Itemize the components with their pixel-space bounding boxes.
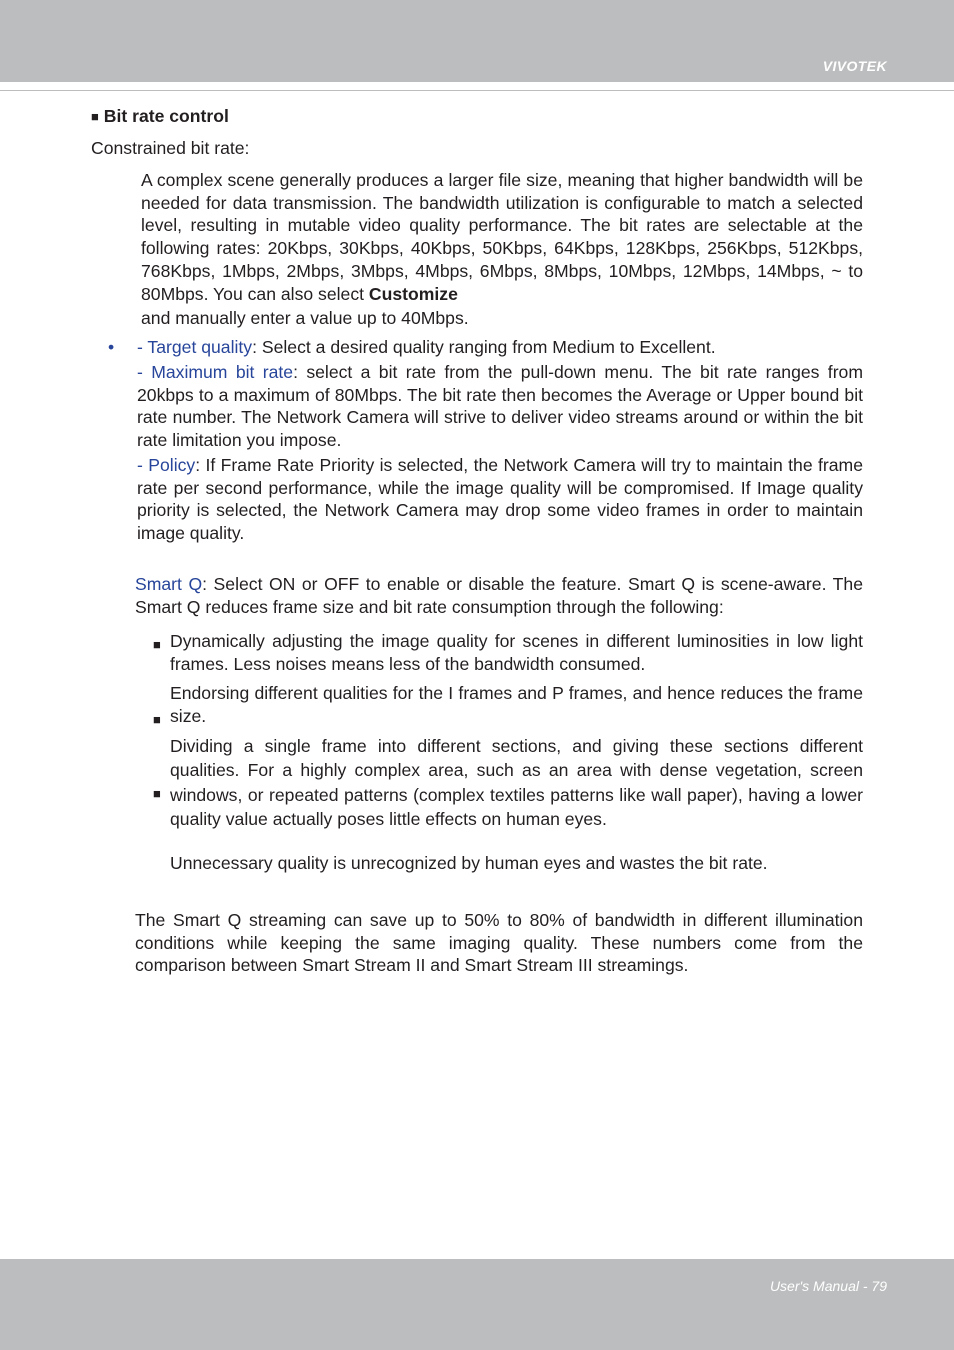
section-heading xyxy=(91,105,491,130)
square-bullet-icon: ■ xyxy=(153,637,161,652)
header-divider xyxy=(0,90,954,91)
maximum-bit-rate-term: - Maximum bit rate xyxy=(137,362,294,382)
policy-text: : If Frame Rate Priority is selected, the Network Camera will try to maintain the frame rate per second performance, while the image quality will be compromised. If Image quality priority is selected, the Network Camera may drop some video frames in order to maintain image quality. xyxy=(137,455,863,544)
maximum-bit-rate-text: : select a bit rate from the pull-down menu. The bit rate ranges from 20kbps to a maximum of 80Mbps. The bit rate then becomes the Average or Upper bound bit rate number. The Network Camera will strive to deliver video streams around or within the bit rate limitation you impose. xyxy=(137,362,863,451)
page-number: User's Manual - 79 xyxy=(769,1278,887,1294)
square-bullet-icon: ■ xyxy=(153,711,161,727)
smart-q-intro xyxy=(135,573,863,618)
smart-q-term: Smart Q xyxy=(135,574,203,594)
constrained-tail: and manually enter a value up to 40Mbps. xyxy=(141,308,469,328)
option-maximum-bit-rate xyxy=(137,361,863,452)
smart-q-text: : Select ON or OFF to enable or disable the feature. Smart Q is scene-aware. The Smart Q reduces frame size and bit rate consumption through the following: xyxy=(135,574,863,617)
constrained-label: Constrained bit rate: xyxy=(91,138,250,158)
smart-q-summary: The Smart Q streaming can save up to 50% to 80% of bandwidth in different illumination conditions while keeping the same imaging quality. These numbers come from the comparison between Smart Stream II and Smart Stream III streamings. xyxy=(135,910,863,976)
smart-q-item: Endorsing different qualities for the I frames and P frames, and hence reduces the frame size. xyxy=(170,683,863,726)
policy-term: - Policy xyxy=(137,455,196,475)
constrained-desc-text: A complex scene generally produces a larger file size, meaning that higher bandwidth will be needed for data transmission. The bandwidth utilization is configurable to match a selected level, resulting in mutable video quality performance. The bit rates are selectable at the following rates: 20Kbps, 30Kbps, 40Kbps, 50Kbps, 64Kbps, 128Kbps, 256Kbps, 512Kbps, 768Kbps, 1Mbps, 2Mbps, 3Mbps, 4Mbps, 6Mbps, 8Mbps, 10Mbps, 12Mbps, 14Mbps, ~ to 80Mbps. You can also select xyxy=(141,170,863,304)
section-title: Bit rate control xyxy=(103,106,229,126)
footer-band xyxy=(0,1259,954,1350)
brand-logo: VIVOTEK xyxy=(822,58,887,74)
smart-q-note: Unnecessary quality is unrecognized by human eyes and wastes the bit rate. xyxy=(170,853,768,873)
smart-q-item: Dynamically adjusting the image quality for scenes in different luminosities in low light frames. Less noises means less of the bandwidth consumed. xyxy=(170,631,863,674)
square-bullet-icon: ■ xyxy=(153,786,161,802)
target-quality-text: : Select a desired quality ranging from Medium to Excellent. xyxy=(252,337,716,357)
target-quality-term: - Target quality xyxy=(137,337,253,357)
header-band xyxy=(0,0,954,82)
bullet-icon: • xyxy=(108,337,115,357)
option-target-quality xyxy=(137,336,863,359)
square-bullet-icon: ■ xyxy=(91,109,99,124)
constrained-description xyxy=(141,169,863,305)
option-policy xyxy=(137,454,863,545)
smart-q-item: Dividing a single frame into different sections, and giving these sections different qualities. For a highly complex area, such as an area with dense vegetation, screen windows, or repeated patterns (complex textiles patterns like wall paper), having a lower quality value actually poses little effects on human eyes. xyxy=(170,736,863,829)
customize-label: Customize xyxy=(368,283,458,304)
